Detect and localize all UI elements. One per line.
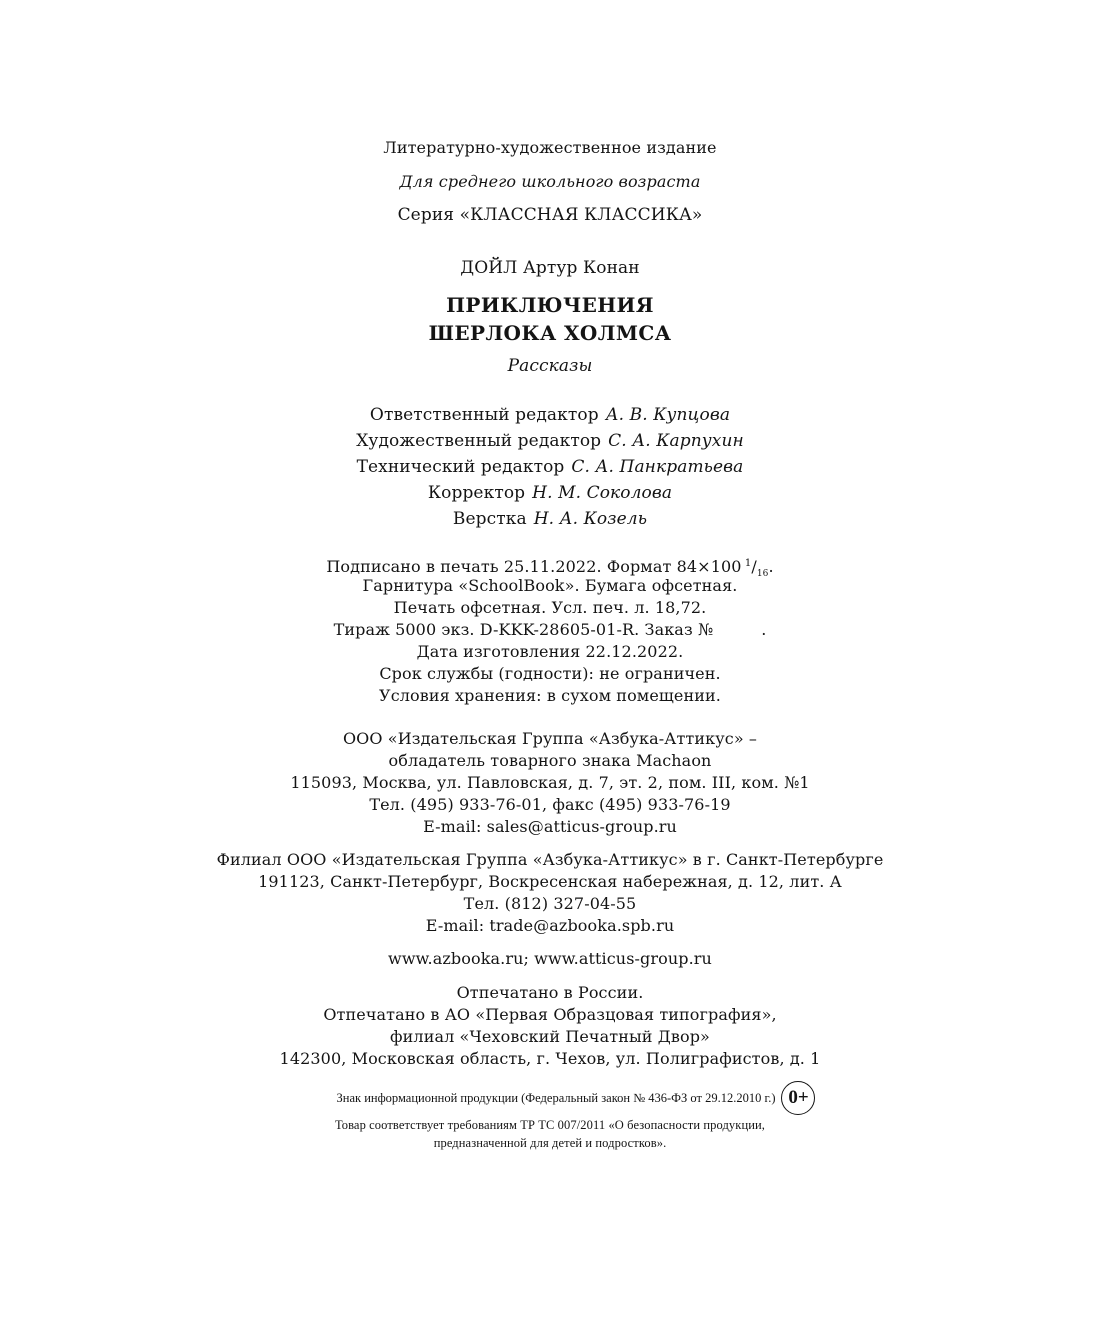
credit-name: С. А. Панкратьева (571, 457, 744, 477)
format-denominator: 16 (756, 569, 769, 579)
publisher-email[interactable]: E-mail: sales@atticus-group.ru (423, 817, 677, 836)
credit-row (0, 456, 1100, 478)
signed-text: Подписано в печать 25.11.2022. Формат 84×100 (326, 557, 742, 576)
publisher-address: 115093, Москва, ул. Павловская, д. 7, эт. 2, пом. III, ком. №1 (290, 773, 810, 792)
credit-name: А. В. Купцова (605, 405, 731, 425)
printer-name: Отпечатано в АО «Первая Образцовая типография», (323, 1005, 777, 1024)
print-run-text: Тираж 5000 экз. D-KKK-28605-01-R. Заказ № (333, 620, 714, 639)
publisher-phone: Тел. (495) 933-76-01, факс (495) 933-76-19 (369, 795, 731, 814)
branch-phone: Тел. (812) 327-04-55 (463, 894, 637, 913)
credit-row (0, 430, 1100, 452)
author: ДОЙЛ Артур Конан (460, 258, 640, 278)
credit-role: Верстка (452, 509, 527, 529)
branch-address: 191123, Санкт-Петербург, Воскресенская набережная, д. 12, лит. А (258, 872, 842, 891)
credit-name: С. А. Карпухин (608, 431, 744, 451)
genre: Рассказы (507, 356, 593, 376)
printer-address: 142300, Московская область, г. Чехов, ул. Полиграфистов, д. 1 (279, 1049, 821, 1068)
compliance-line-2: предназначенной для детей и подростков». (433, 1136, 667, 1150)
manufacture-date: Дата изготовления 22.12.2022. (416, 642, 684, 661)
info-sign-row (0, 1080, 1100, 1116)
print-run-end: . (761, 620, 767, 639)
format-end: . (768, 557, 774, 576)
credit-row (0, 482, 1100, 504)
branch-email[interactable]: E-mail: trade@azbooka.spb.ru (425, 916, 675, 935)
compliance-line-1: Товар соответствует требованиям ТР ТС 007/2011 «О безопасности продукции, (334, 1118, 766, 1132)
format-separator: / (751, 557, 757, 576)
series: Серия «КЛАССНАЯ КЛАССИКА» (397, 205, 703, 225)
age-rating-badge: 0+ (781, 1081, 815, 1115)
printing-info: Печать офсетная. Усл. печ. л. 18,72. (393, 598, 707, 617)
branch-name: Филиал ООО «Издательская Группа «Азбука-Аттикус» в г. Санкт-Петербурге (216, 850, 884, 869)
publisher-trademark: обладатель товарного знака Machaon (388, 751, 712, 770)
credit-row (0, 404, 1100, 426)
credit-row (0, 508, 1100, 530)
credit-name: Н. М. Соколова (532, 483, 673, 503)
shelf-life: Срок службы (годности): не ограничен. (379, 664, 721, 683)
info-sign-text: Знак информационной продукции (Федеральный закон № 436-ФЗ от 29.12.2010 г.) (336, 1090, 776, 1105)
printed-in: Отпечатано в России. (456, 983, 644, 1002)
websites[interactable]: www.azbooka.ru; www.atticus-group.ru (388, 949, 712, 968)
credit-name: Н. А. Козель (533, 509, 648, 529)
printer-branch: филиал «Чеховский Печатный Двор» (390, 1027, 710, 1046)
book-title-line-1: ПРИКЛЮЧЕНИЯ (446, 293, 654, 317)
print-run (0, 619, 1100, 641)
edition-type: Литературно-художественное издание (383, 138, 717, 157)
publisher-name: ООО «Издательская Группа «Азбука-Аттикус» – (342, 729, 758, 748)
credit-role: Художественный редактор (356, 431, 602, 451)
book-title-line-2: ШЕРЛОКА ХОЛМСА (428, 321, 672, 345)
audience: Для среднего школьного возраста (399, 172, 701, 191)
credit-role: Технический редактор (356, 457, 565, 477)
format-numerator: 1 (744, 558, 752, 569)
typeface: Гарнитура «SchoolBook». Бумага офсетная. (362, 576, 738, 595)
credit-role: Ответственный редактор (369, 405, 599, 425)
storage-conditions: Условия хранения: в сухом помещении. (379, 686, 721, 705)
credit-role: Корректор (427, 483, 526, 503)
